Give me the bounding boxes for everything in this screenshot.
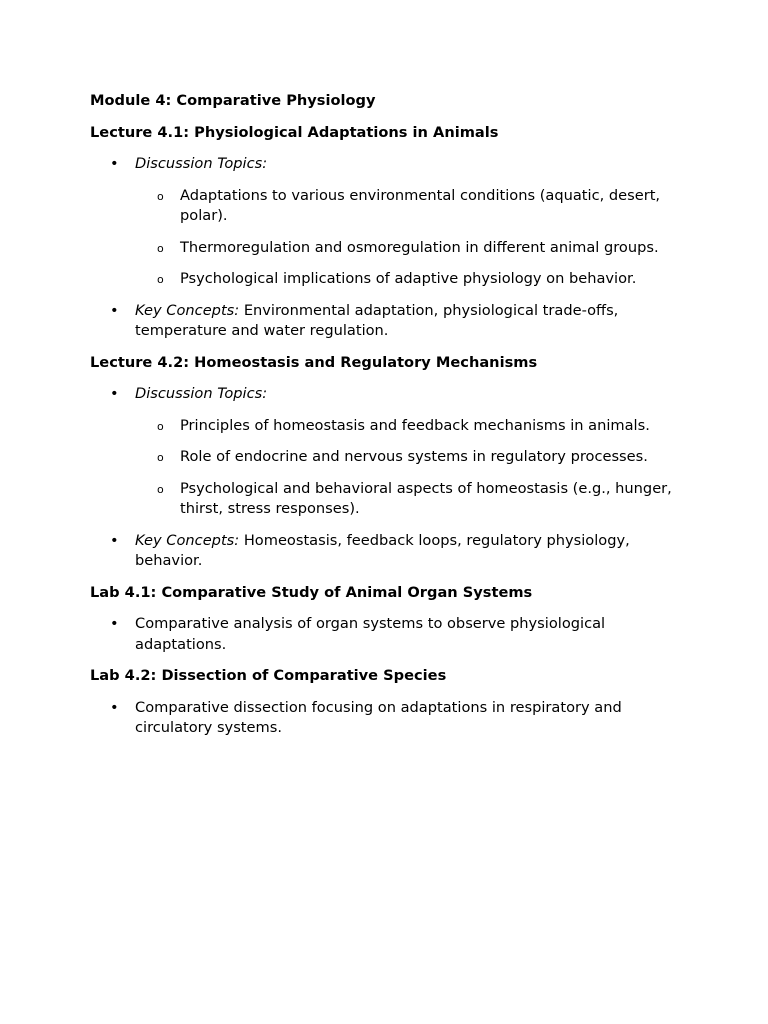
topic-item [135,447,690,468]
lab-2-list [90,698,690,739]
topic-text: Principles of homeostasis and feedback mechanisms in animals. [180,416,650,434]
lab-2-item-text: Comparative dissection focusing on adaptations in respiratory and circulatory systems. [135,698,622,736]
discussion-label: Discussion Topics: [135,385,268,402]
topic-text: Psychological and behavioral aspects of homeostasis (e.g., hunger, thirst, stress responses). [180,479,672,517]
lecture-1-list [90,154,690,342]
lecture-2-discussion-item [90,384,690,520]
topic-item [135,269,690,290]
bullet-icon: • [110,385,119,402]
lecture-1-key-concepts [90,301,690,342]
document-page [90,91,690,750]
bullet-icon: • [110,698,119,716]
bullet-icon: • [110,301,119,319]
topic-item [135,416,690,437]
lecture-2-key-concepts [90,531,690,572]
lab-1-item [90,614,690,655]
topic-text: Thermoregulation and osmoregulation in different animal groups. [180,238,659,256]
key-concepts-label: Key Concepts: [135,301,240,319]
sub-bullet-icon: o [157,273,164,286]
sub-bullet-icon: o [157,419,164,433]
lab-1-list [90,614,690,655]
bullet-icon: • [110,531,119,549]
key-concepts-label: Key Concepts: [135,531,240,549]
topic-item [135,479,690,520]
sub-bullet-icon: o [157,189,164,203]
lecture-2-topics [135,416,690,520]
lecture-1-topics [135,186,690,290]
bullet-icon: • [110,615,119,632]
bullet-icon: • [110,155,119,172]
sub-bullet-icon: o [157,482,164,496]
sub-bullet-icon: o [157,241,164,255]
lecture-1-title: Lecture 4.1: Physiological Adaptations in Animals [90,123,499,141]
topic-text: Psychological implications of adaptive physiology on behavior. [180,270,637,287]
lecture-2-title: Lecture 4.2: Homeostasis and Regulatory Mechanisms [90,353,538,371]
lecture-2-list [90,384,690,572]
lab-1-title: Lab 4.1: Comparative Study of Animal Organ Systems [90,583,533,601]
lecture-1-discussion-item [90,154,690,290]
topic-item [135,238,690,259]
module-title: Module 4: Comparative Physiology [90,92,376,109]
lab-1-item-text: Comparative analysis of organ systems to observe physiological adaptations. [135,615,606,653]
lab-2-title: Lab 4.2: Dissection of Comparative Species [90,667,447,684]
topic-text: Role of endocrine and nervous systems in regulatory processes. [180,448,648,465]
key-concepts-text: Homeostasis, feedback loops, regulatory physiology, behavior. [135,531,630,569]
topic-item [135,186,690,227]
discussion-label: Discussion Topics: [135,155,268,172]
topic-text: Adaptations to various environmental conditions (aquatic, desert, polar). [180,186,661,224]
lab-2-item [90,698,690,739]
sub-bullet-icon: o [157,451,164,464]
key-concepts-text: Environmental adaptation, physiological trade-offs, temperature and water regulation. [135,301,619,339]
